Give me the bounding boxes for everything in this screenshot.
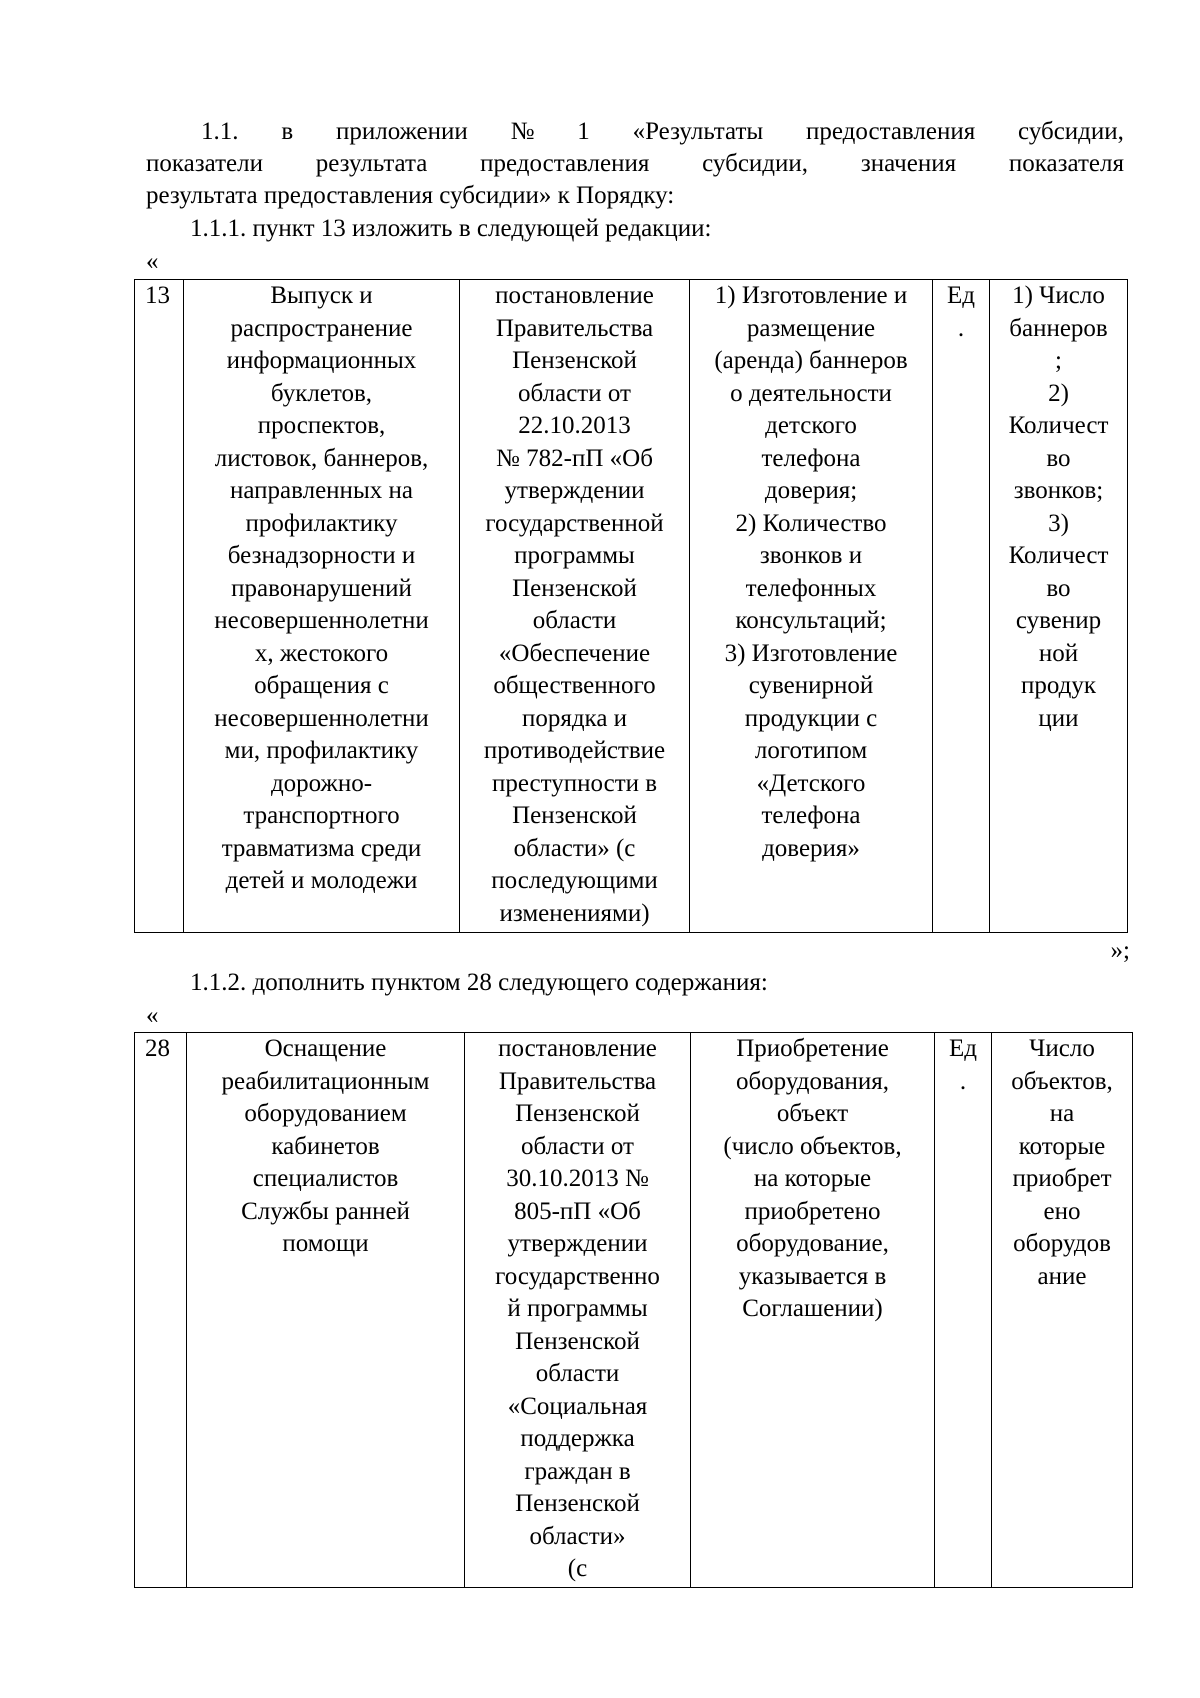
cell-line: телефона <box>761 444 861 472</box>
cell-line: преступности в <box>491 769 658 797</box>
cell-line: поддержка <box>520 1425 635 1452</box>
cell-line: (аренда) баннеров <box>714 347 908 374</box>
cell-line: 3) <box>1048 509 1069 537</box>
cell-line: продукции с <box>744 704 878 732</box>
cell-line: безнадзорности и <box>227 542 416 569</box>
cell-line: доверия; <box>764 477 858 504</box>
cell-line: Пензенской <box>512 574 637 602</box>
cell-line: граждан в <box>524 1457 631 1485</box>
cell-line: направленных на <box>230 477 413 504</box>
cell-line: Пензенской <box>515 1100 640 1127</box>
item-1-1-1: 1.1.1. пункт 13 изложить в следующей редакции: <box>190 215 712 242</box>
cell-line: звонков; <box>1013 477 1104 504</box>
intro-word: субсидии, <box>702 150 809 177</box>
cell-line: травматизма среди <box>221 834 422 862</box>
unit-cell <box>935 1033 992 1588</box>
cell-line: . <box>957 314 965 342</box>
cell-line: информационных <box>226 347 417 374</box>
row-number: 13 <box>135 280 184 933</box>
cell-line: х, жестокого <box>254 639 389 667</box>
cell-line: 1) Число <box>1012 282 1105 309</box>
cell-line: области» <box>529 1522 626 1550</box>
cell-line: Пензенской <box>512 802 637 829</box>
cell-line: кабинетов <box>271 1132 380 1160</box>
unit <box>937 1033 989 1098</box>
intro-word: приложении <box>335 118 468 145</box>
cell-line: 22.10.2013 <box>518 412 631 439</box>
cell-line: ание <box>1037 1262 1087 1290</box>
close-quote: »; <box>1110 937 1130 964</box>
cell-line: объект <box>776 1100 849 1127</box>
item-1-1-2: 1.1.2. дополнить пунктом 28 следующего содержания: <box>190 969 768 996</box>
cell-line: «Детского <box>756 769 866 797</box>
cell-line: Правительства <box>495 314 654 342</box>
cell-line: ной <box>1038 639 1079 667</box>
cell-line: Ед <box>949 1035 977 1062</box>
cell-line: помощи <box>282 1230 369 1257</box>
cell-line: области» (с <box>513 834 636 862</box>
cell-line: Правительства <box>498 1067 657 1095</box>
result-cell <box>690 280 933 933</box>
legal-basis-cell <box>460 280 690 933</box>
cell-line: 2) Количество <box>735 509 887 537</box>
intro-word: результата <box>315 150 428 177</box>
cell-line: доверия» <box>762 834 860 862</box>
cell-line: Пензенской <box>512 347 637 374</box>
cell-line: детей и молодежи <box>225 867 418 894</box>
cell-line: Количест <box>1008 412 1109 439</box>
intro-word: значения <box>860 150 957 177</box>
cell-line: последующими <box>491 867 658 894</box>
cell-line: телефона <box>761 802 861 829</box>
cell-line: во <box>1046 444 1071 472</box>
cell-line: консультаций; <box>735 607 887 634</box>
open-quote-2: « <box>146 1002 159 1029</box>
cell-line: Службы ранней <box>241 1197 410 1225</box>
cell-line: буклетов, <box>270 379 373 407</box>
table-item-13 <box>134 279 1128 933</box>
intro-word: показателя <box>1008 150 1124 177</box>
cell-line: «Социальная <box>507 1392 648 1420</box>
cell-line: Количест <box>1008 542 1109 569</box>
unit-cell <box>933 280 990 933</box>
event-description-cell <box>187 1033 465 1588</box>
event-description-cell <box>184 280 460 933</box>
cell-line: государственной <box>485 509 664 537</box>
legal-basis <box>462 280 687 930</box>
table-row <box>135 280 1128 933</box>
row-number: 28 <box>135 1033 187 1588</box>
intro-line-1 <box>201 116 1124 148</box>
result-description <box>692 280 930 865</box>
cell-line: ено <box>1043 1197 1081 1225</box>
cell-line: размещение <box>746 314 876 342</box>
cell-line: указывается в <box>738 1262 887 1290</box>
cell-line: программы <box>514 542 635 569</box>
unit <box>935 280 987 345</box>
result-cell <box>691 1033 935 1588</box>
intro-word: субсидии, <box>1018 118 1124 145</box>
cell-line: правонарушений <box>231 574 412 602</box>
cell-line: 30.10.2013 № <box>506 1165 649 1192</box>
cell-line: детского <box>765 412 857 439</box>
cell-line: государственно <box>495 1262 660 1290</box>
cell-line: . <box>959 1067 967 1095</box>
cell-line: приобретено <box>744 1197 881 1225</box>
cell-line: ми, профилактику <box>224 737 419 764</box>
cell-line: сувенирной <box>748 672 874 699</box>
intro-line-3: результата предоставления субсидии» к Порядку: <box>146 182 675 209</box>
table-item-28 <box>134 1032 1133 1588</box>
cell-line: Оснащение <box>264 1035 387 1062</box>
cell-line: общественного <box>493 672 656 699</box>
indicator <box>994 1033 1130 1293</box>
cell-line: области от <box>521 1132 634 1160</box>
cell-line: которые <box>1018 1132 1106 1160</box>
cell-line: о деятельности <box>730 379 892 407</box>
indicator-cell <box>990 280 1128 933</box>
cell-line: на <box>1049 1100 1075 1127</box>
legal-basis <box>467 1033 688 1586</box>
intro-word: показатели <box>146 150 263 177</box>
cell-line: распространение <box>230 314 413 342</box>
cell-line: области от <box>518 379 631 407</box>
cell-line: Пензенской <box>515 1490 640 1517</box>
cell-line: Соглашении) <box>742 1295 883 1322</box>
result-description <box>693 1033 932 1326</box>
indicator <box>992 280 1125 735</box>
intro-number: 1.1. <box>201 118 239 145</box>
event-description <box>189 1033 462 1261</box>
cell-line: оборудования, <box>735 1067 890 1095</box>
open-quote-1: « <box>146 248 159 275</box>
cell-line: сувенир <box>1015 607 1102 634</box>
cell-line: противодействие <box>483 737 666 764</box>
cell-line: обращения с <box>254 672 389 699</box>
cell-line: ции <box>1038 704 1079 732</box>
intro-word: предоставления <box>480 150 650 177</box>
cell-line: профилактику <box>245 509 398 537</box>
intro-line-2 <box>146 148 1124 180</box>
cell-line: изменениями) <box>499 899 650 927</box>
cell-line: оборудов <box>1013 1230 1111 1257</box>
intro-word: «Результаты <box>632 118 764 145</box>
cell-line: ; <box>1055 347 1062 374</box>
cell-line: баннеров <box>1009 314 1108 342</box>
cell-line: дорожно- <box>270 769 373 797</box>
cell-line: № 782-пП «Об <box>496 444 653 472</box>
cell-line: Приобретение <box>736 1035 889 1062</box>
cell-line: области <box>532 607 617 634</box>
cell-line: во <box>1046 574 1071 602</box>
cell-line: области <box>535 1360 620 1387</box>
indicator-cell <box>992 1033 1133 1588</box>
cell-line: (число объектов, <box>723 1132 902 1160</box>
cell-line: логотипом <box>754 737 868 764</box>
cell-line: 3) Изготовление <box>724 639 898 667</box>
cell-line: реабилитационным <box>221 1067 430 1095</box>
cell-line: й программы <box>507 1295 648 1322</box>
table-row <box>135 1033 1133 1588</box>
cell-line: объектов, <box>1011 1067 1113 1095</box>
cell-line: на которые <box>753 1165 872 1192</box>
cell-line: специалистов <box>252 1165 399 1192</box>
cell-line: 1) Изготовление и <box>714 282 908 309</box>
cell-line: Пензенской <box>515 1327 640 1355</box>
cell-line: телефонных <box>745 574 877 602</box>
cell-line: 805-пП «Об <box>514 1197 641 1225</box>
legal-basis-cell <box>465 1033 691 1588</box>
cell-line: оборудование, <box>736 1230 889 1257</box>
cell-line: 2) <box>1048 379 1069 407</box>
cell-line: постановление <box>498 1035 657 1062</box>
cell-line: утверждении <box>504 477 645 504</box>
cell-line: оборудованием <box>244 1100 407 1127</box>
cell-line: транспортного <box>243 802 400 829</box>
cell-line: утверждении <box>507 1230 648 1257</box>
cell-line: «Обеспечение <box>498 639 651 667</box>
cell-line: несовершеннолетни <box>214 607 429 634</box>
intro-word: предоставления <box>806 118 976 145</box>
cell-line: Ед <box>947 282 975 309</box>
cell-line: порядка и <box>521 704 628 732</box>
intro-word: в <box>281 118 294 145</box>
event-description <box>186 280 457 898</box>
cell-line: приобрет <box>1012 1165 1112 1192</box>
cell-line: проспектов, <box>257 412 386 439</box>
cell-line: листовок, баннеров, <box>214 444 429 472</box>
cell-line: продук <box>1020 672 1097 699</box>
intro-word: 1 <box>577 118 590 145</box>
cell-line: постановление <box>495 282 654 309</box>
cell-line: несовершеннолетни <box>214 704 429 732</box>
cell-line: Выпуск и <box>270 282 373 309</box>
cell-line: (с <box>567 1555 588 1582</box>
cell-line: Число <box>1029 1035 1095 1062</box>
intro-word: № <box>510 118 535 145</box>
cell-line: звонков и <box>759 542 863 569</box>
